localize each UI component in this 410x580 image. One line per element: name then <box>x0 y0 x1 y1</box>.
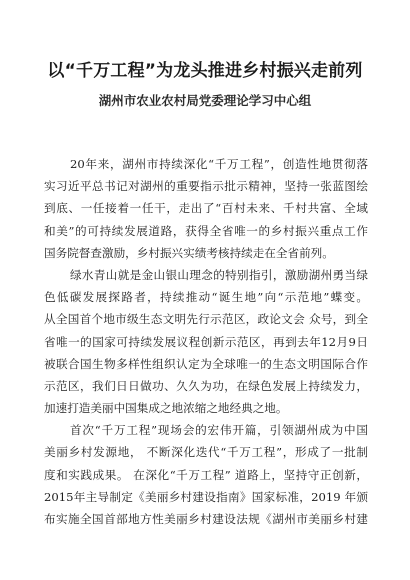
text-line: 和美”的可持续发展道路，获得全省唯一的乡村振兴重点工作 <box>44 223 368 238</box>
text-line: 被联合国生物多样性组织认定为全球唯一的生态文明国际合作 <box>44 356 368 371</box>
text-line: 省唯一的国家可持续发展议程创新示范区，再到去年12月9日 <box>44 334 368 349</box>
text-line: 示范区，我们日日做功、久久为功，在绿色发展上持续发力， <box>44 378 368 393</box>
text-line: 从全国首个地市级生态文明先行示范区，政论文会 众号，到全 <box>44 312 368 327</box>
text-line: 色低碳发展探路者，持续推动“诞生地”向“示范地”蝶变。 <box>44 290 368 305</box>
paragraph <box>44 419 368 530</box>
paragraph <box>44 153 368 264</box>
text-line: 加速打造美丽中国集成之地浓缩之地经典之地。 <box>44 401 288 416</box>
document-subtitle: 湖州市农业农村局党委理论学习中心组 <box>98 93 312 108</box>
document-title: 以“千万工程”为龙头推进乡村振兴走前列 <box>47 61 363 81</box>
document-body <box>44 153 368 530</box>
text-line: 布实施全国首部地方性美丽乡村建设法规《湖州市美丽乡村建 <box>44 512 368 526</box>
text-line: 首次“千万工程”现场会的宏伟开篇，引领湖州成为中国 <box>70 423 368 438</box>
text-line: 美丽乡村发源地， 不断深化迭代“千万工程”，形成了一批制 <box>44 445 368 460</box>
text-line: 绿水青山就是金山银山理念的特别指引，激励湖州勇当绿 <box>70 267 368 282</box>
text-line: 2015年主导制定《美丽乡村建设指南》国家标准，2019 年颁 <box>44 489 368 504</box>
text-line: 度和实践成果。 在深化“千万工程” 道路上，坚持守正创新， <box>44 467 368 482</box>
text-line: 实习近平总书记对湖州的重要指示批示精神，坚持一张蓝图绘 <box>44 179 368 194</box>
text-line: 到底、一任接着一任干，走出了“百村未来、千村共富、全域 <box>44 201 368 216</box>
paragraph <box>44 264 368 419</box>
text-line: 20年来，湖州市持续深化“千万工程”，创造性地贯彻落 <box>70 157 368 171</box>
text-line: 国务院督查激励，乡村振兴实绩考核持续走在全省前列。 <box>44 245 334 260</box>
